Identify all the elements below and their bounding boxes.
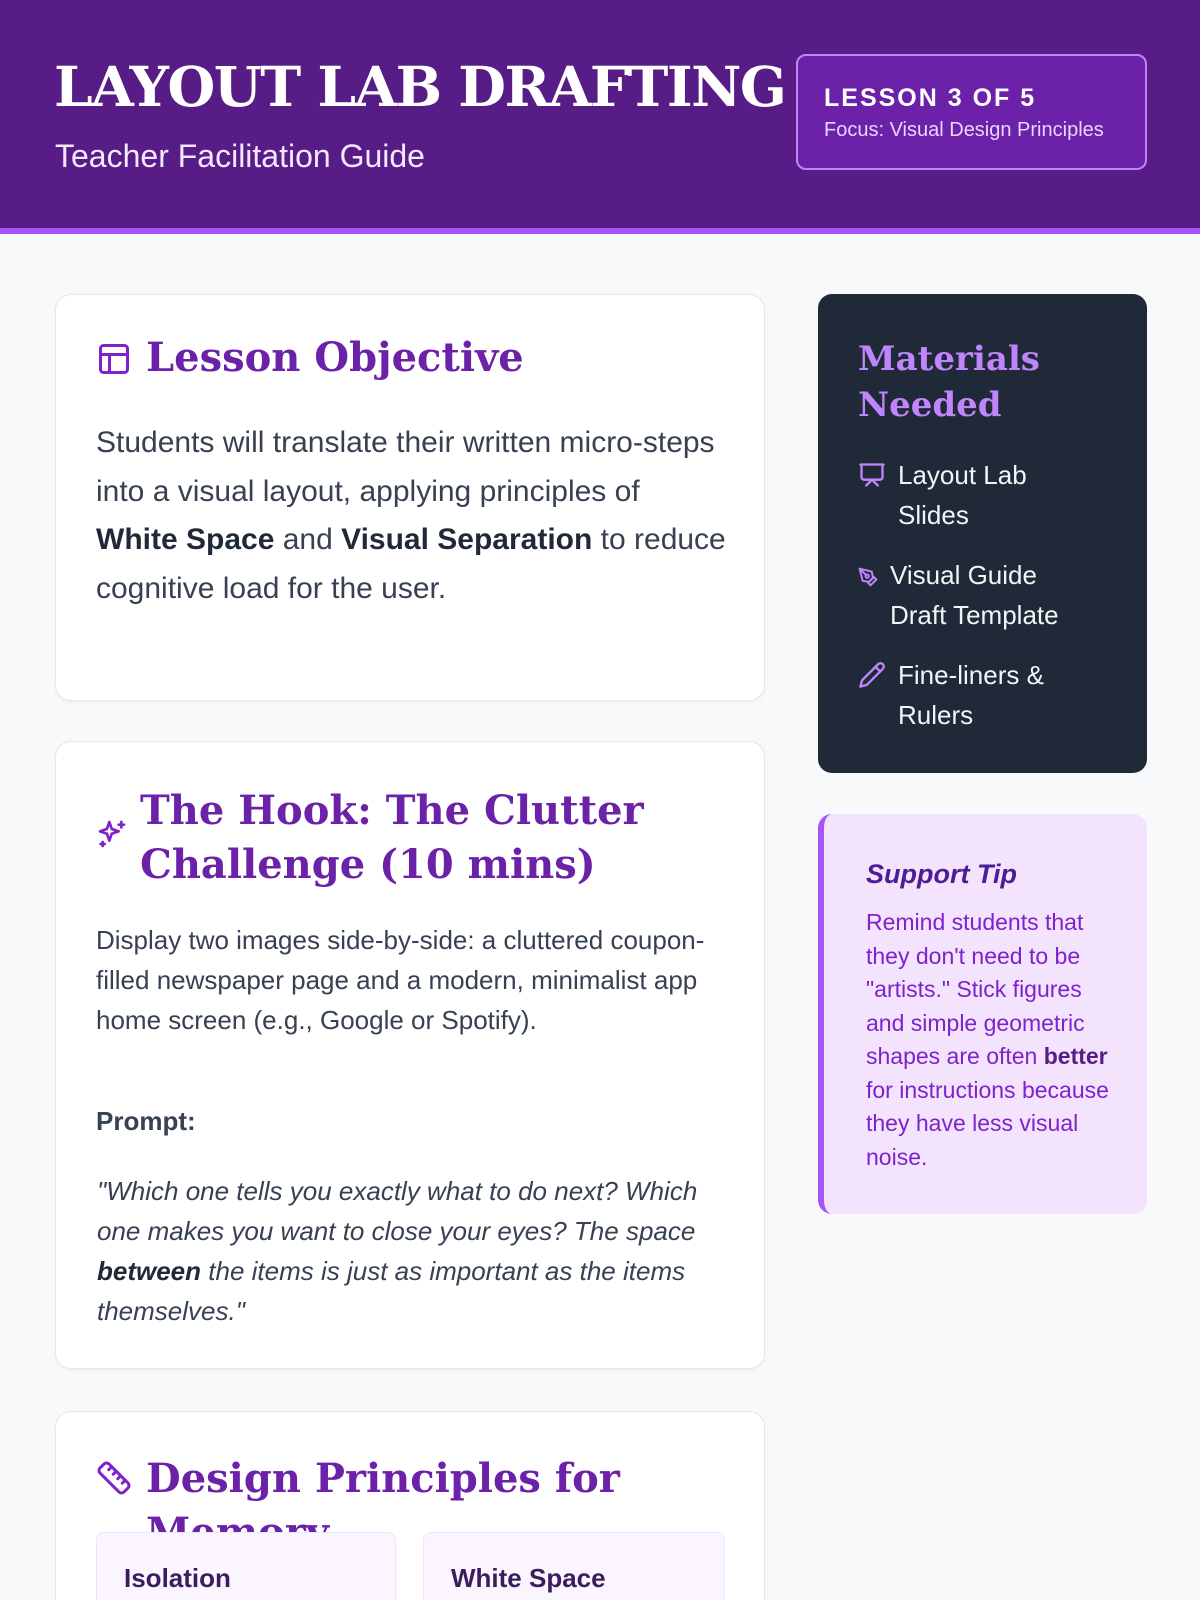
principle-white-space	[423, 1532, 725, 1600]
emphasis-white-space: White Space	[96, 523, 275, 556]
objective-text: Students will translate their written micro-steps into a visual layout, applying principles of White Space and Visual Separation to reduce cognitive load for the user.	[96, 426, 726, 605]
principles-title: Design Principles for	[146, 1455, 620, 1502]
material-label: Layout Lab Slides	[898, 460, 1027, 530]
card-header	[96, 331, 524, 385]
design-principles-card	[55, 1411, 765, 1600]
support-tip-panel	[818, 814, 1147, 1214]
objective-title: Lesson Objective	[146, 334, 524, 381]
lesson-number: LESSON 3 OF 5	[824, 84, 1037, 112]
prompt-label: Prompt:	[96, 1106, 196, 1136]
hook-card	[55, 741, 765, 1369]
emphasis-visual-separation: Visual Separation	[341, 523, 593, 556]
page-title: LAYOUT LAB DRAFTING	[54, 54, 786, 119]
hook-title: The Hook: The Clutter Challenge (10 mins)	[140, 787, 644, 888]
prompt-quote: "Which one tells you exactly what to do next? Which one makes you want to close your eyes? The space between the items is just as important as the items themselves."	[97, 1176, 698, 1326]
pen-nib-icon	[858, 567, 878, 587]
tip-title: Support Tip	[866, 859, 1017, 889]
emphasis-between: between	[97, 1256, 202, 1286]
lesson-focus: Focus: Visual Design Principles	[824, 119, 1104, 141]
material-label: Visual Guide Draft Template	[890, 560, 1059, 630]
hook-description: Display two images side-by-side: a cluttered coupon-filled newspaper page and a modern, minimalist app home screen (e.g., Google or Spotify).	[96, 925, 705, 1035]
pencil-icon	[858, 661, 886, 689]
emphasis-better: better	[1043, 1043, 1108, 1069]
material-label: Fine-liners & Rulers	[898, 660, 1044, 730]
lesson-objective-card	[55, 294, 765, 701]
card-header	[96, 784, 660, 892]
principle-label: White Space	[451, 1563, 606, 1593]
principle-isolation	[96, 1532, 396, 1600]
tip-text: Remind students that they don't need to be "artists." Stick figures and simple geometric shapes are often better for instructions because they have less visual noise.	[866, 909, 1109, 1170]
presentation-icon	[858, 461, 886, 489]
sparkles-icon	[96, 818, 128, 850]
page-subtitle: Teacher Facilitation Guide	[55, 138, 425, 174]
materials-title: Materials Needed	[858, 339, 1040, 425]
principle-label: Isolation	[124, 1563, 231, 1593]
page-header	[0, 0, 1200, 234]
lesson-badge	[796, 54, 1147, 170]
material-item-template	[858, 555, 1100, 635]
material-item-fineliners	[858, 655, 1088, 735]
ruler-icon	[96, 1460, 132, 1496]
material-item-slides	[858, 455, 1058, 535]
layout-icon	[96, 341, 132, 377]
